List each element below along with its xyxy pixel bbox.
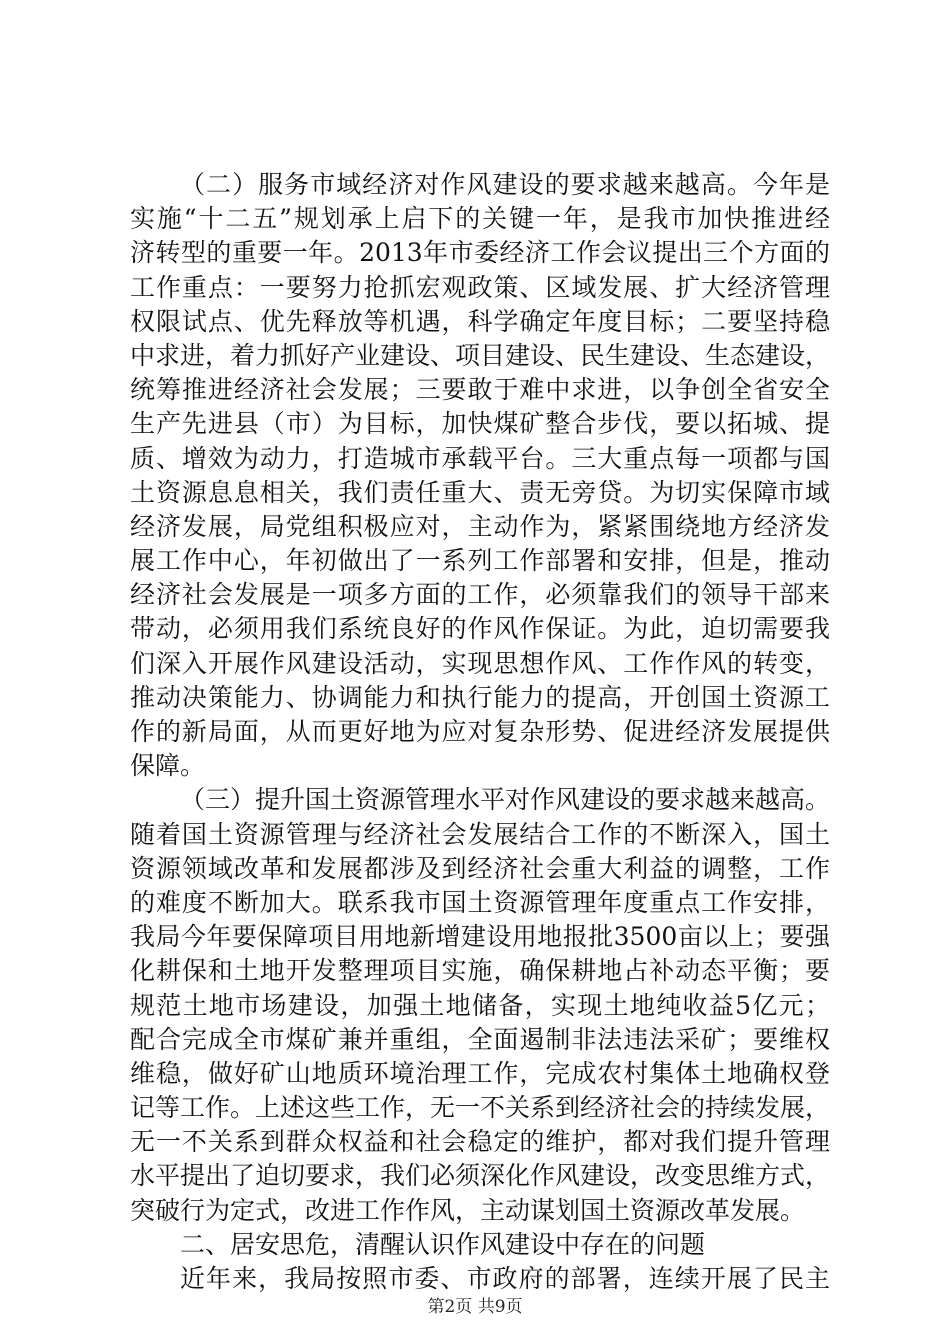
text-line: 推动决策能力、协调能力和执行能力的提高，开创国土资源工 [130,682,830,712]
text-line: 土资源息息相关，我们责任重大、责无旁贷。为切实保障市域 [130,477,830,507]
text-line: 质、增效为动力，打造城市承载平台。三大重点每一项都与国 [130,443,830,473]
page-number-footer: 第2页 共9页 [427,1297,523,1317]
text-line: （三）提升国土资源管理水平对作风建设的要求越来越高。 [180,785,831,815]
text-line: 维稳，做好矿山地质环境治理工作，完成农村集体土地确权登 [130,1058,830,1088]
text-line: 生产先进县（市）为目标，加快煤矿整合步伐，要以拓城、提 [130,409,830,439]
text-line: 经济发展，局党组积极应对，主动作为，紧紧围绕地方经济发 [130,511,830,541]
text-line: 水平提出了迫切要求，我们必须深化作风建设，改变思维方式， [130,1161,831,1191]
text-line: 济转型的重要一年。2013年市委经济工作会议提出三个方面的 [130,238,830,268]
text-line: 配合完成全市煤矿兼并重组，全面遏制非法违法采矿；要维权 [130,1024,830,1054]
text-line: 们深入开展作风建设活动，实现思想作风、工作作风的转变， [130,648,830,678]
section-heading: 二、居安思危，清醒认识作风建设中存在的问题 [180,1229,706,1259]
text-line: 统筹推进经济社会发展；三要敢于难中求进，以争创全省安全 [130,375,830,405]
text-line: 记等工作。上述这些工作，无一不关系到经济社会的持续发展， [130,1093,831,1123]
text-line: 保障。 [130,751,206,781]
text-line: 资源领域改革和发展都涉及到经济社会重大利益的调整，工作 [130,853,830,883]
text-line: 的难度不断加大。联系我市国土资源管理年度重点工作安排， [130,887,830,917]
text-line: 带动，必须用我们系统良好的作风作保证。为此，迫切需要我 [130,614,830,644]
text-line: 展工作中心，年初做出了一系列工作部署和安排，但是，推动 [130,546,830,576]
text-line: 工作重点：一要努力抢抓宏观政策、区域发展、扩大经济管理 [130,272,830,302]
text-line: 经济社会发展是一项多方面的工作，必须靠我们的领导干部来 [130,580,830,610]
text-line: 实施“十二五”规划承上启下的关键一年，是我市加快推进经 [130,204,830,234]
text-line: 随着国土资源管理与经济社会发展结合工作的不断深入，国土 [130,819,830,849]
text-line: 化耕保和土地开发整理项目实施，确保耕地占补动态平衡；要 [130,956,830,986]
text-line: 我局今年要保障项目用地新增建设用地报批3500亩以上；要强 [130,922,830,952]
text-line: 作的新局面，从而更好地为应对复杂形势、促进经济发展提供 [130,717,830,746]
text-line: 无一不关系到群众权益和社会稳定的维护，都对我们提升管理 [130,1127,830,1157]
text-line: 中求进，着力抓好产业建设、项目建设、民生建设、生态建设， [130,340,831,370]
text-line: 突破行为定式，改进工作作风，主动谋划国土资源改革发展。 [130,1195,806,1225]
text-line: （二）服务市域经济对作风建设的要求越来越高。今年是 [180,170,830,199]
text-line: 权限试点、优先释放等机遇，科学确定年度目标；二要坚持稳 [130,306,830,336]
document-body [130,168,830,1296]
text-line: 近年来，我局按照市委、市政府的部署，连续开展了民主 [180,1264,830,1293]
text-line: 规范土地市场建设，加强土地储备，实现土地纯收益5亿元； [130,990,830,1020]
